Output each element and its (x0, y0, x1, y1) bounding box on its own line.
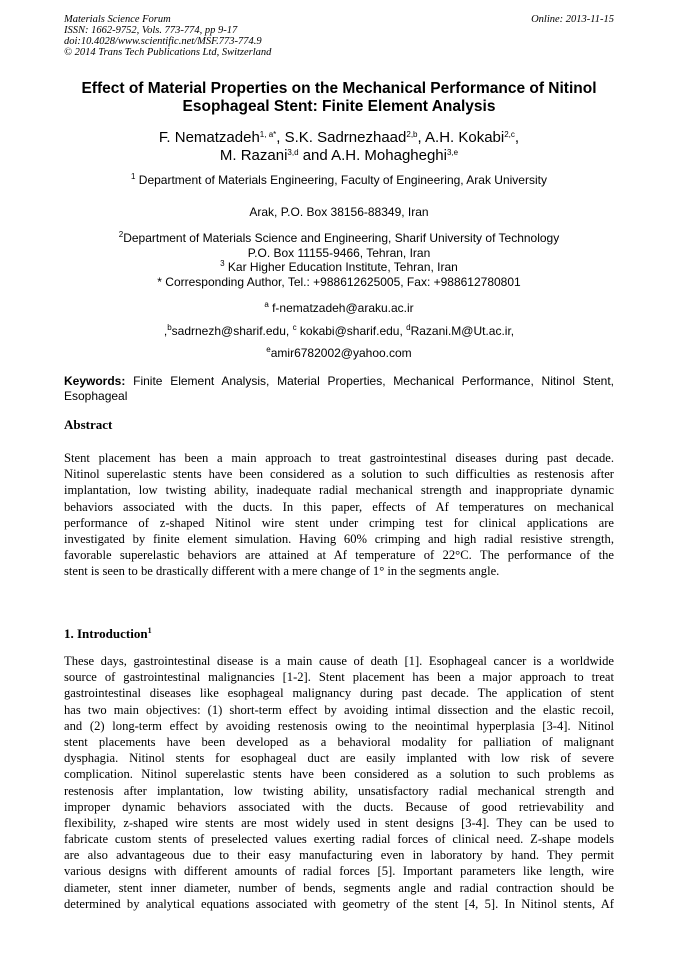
email-bcd (40, 324, 638, 339)
email-a (40, 301, 638, 316)
text-line: dysphagia. Nitinol stents for esophageal duct are easily implanted with low risk of severe (64, 751, 614, 766)
email-link[interactable]: amir6782002@yahoo.com (270, 346, 412, 360)
heading-text: 1. Introduction (64, 626, 148, 641)
email-sup: a (264, 300, 269, 309)
introduction-heading (64, 626, 152, 642)
issn: ISSN: 1662-9752, Vols. 773-774, pp 9-17 (64, 25, 238, 36)
text-line: has two main objectives: (1) short-term effect by avoiding intimal dissection and the elastic recoil, (64, 702, 614, 717)
copyright: © 2014 Trans Tech Publications Ltd, Switzerland (64, 47, 272, 58)
text-line: gastrointestinal diseases like esophageal malignancy during past decade. The application of stent (64, 686, 614, 701)
separator: and (298, 147, 332, 164)
text-line: behaviors associated with the ducts. In this paper, effects of Af temperatures on mechanical (64, 499, 614, 514)
text-line: source of gastrointestinal malignancies [1-2]. Stent placement has been a major approach to treat (64, 670, 614, 685)
text-line: implantation, low twisting ability, inadequate radial mechanical strength and inappropriate dynamic (64, 483, 614, 498)
author-sup: 2,b (406, 130, 418, 139)
text-line: diameter, stent inner diameter, number of bends, segments angle and radial contraction should be (64, 880, 614, 895)
email-link[interactable]: sadrnezh@sharif.edu, (171, 324, 293, 338)
journal-name: Materials Science Forum (64, 14, 171, 25)
author-name: S.K. Sadrnezhaad (284, 129, 407, 146)
affiliation-1-address: Arak, P.O. Box 38156-88349, Iran (249, 205, 429, 219)
email-link[interactable]: f-nematzadeh@araku.ac.ir (268, 301, 414, 315)
affiliation-1 (40, 173, 638, 188)
aff-text: Kar Higher Education Institute, Tehran, Iran (224, 260, 458, 274)
text-line: determined by analytical equations associated with geometry of the stent [4, 5]. In Nitinol stents, Af (64, 896, 614, 911)
email-e (40, 346, 638, 361)
author-sup: 3,d (287, 148, 299, 157)
abstract-heading: Abstract (64, 417, 113, 432)
corresponding-author: * Corresponding Author, Tel.: +988612625005, Fax: +988612780801 (157, 274, 521, 289)
email-sup: d (406, 323, 411, 332)
aff-sup: 3 (220, 259, 225, 268)
journal-header (64, 14, 271, 58)
text-line: restenosis after implantation, low twisting ability, unsatisfactory radial mechanical strength and (64, 783, 614, 798)
paper-title (40, 80, 638, 116)
doi: doi:10.4028/www.scientific.net/MSF.773-774.9 (64, 36, 262, 47)
text-line: favorable superelastic behaviors are attained at Af temperature of 22°C. The performance of the (64, 548, 614, 563)
text-line: Nitinol superelastic stents have been considered as a solution to such difficulties as restenosis after (64, 467, 614, 482)
footnote-mark: 1 (147, 626, 152, 635)
email-sup: b (167, 323, 172, 332)
author-list (40, 129, 638, 165)
separator: , (514, 129, 520, 146)
aff-text: Department of Materials Engineering, Faculty of Engineering, Arak University (135, 173, 547, 187)
text-line: performance of z-shaped Nitinol wire stent under crimping test for clinical applications are (64, 515, 614, 530)
email-link[interactable]: Razani.M@Ut.ac.ir, (410, 324, 515, 338)
keywords-text: Finite Element Analysis, Material Properties, Mechanical Performance, Nitinol Stent, Esophageal (64, 374, 614, 403)
online-date: Online: 2013-11-15 (531, 14, 614, 25)
text-line: improper dynamic behaviors associated with the ducts. Because of good retrievability and (64, 799, 614, 814)
affiliation-2-block (40, 231, 638, 289)
text-line: stent placements have been developed as a behavioral modality for palliation of malignant (64, 734, 614, 749)
author-sup: 2,c (504, 130, 515, 139)
email-link[interactable]: kokabi@sharif.edu, (296, 324, 407, 338)
keywords-label: Keywords: (64, 374, 126, 388)
title-line: Esophageal Stent: Finite Element Analysis (182, 98, 496, 115)
text-line: flexibility, z-shaped wire stents are most widely used in stent designs [3-4]. They can be used to (64, 815, 614, 830)
author-name: M. Razani (219, 147, 288, 164)
author-name: A.H. Kokabi (425, 129, 505, 146)
text-line: These days, gastrointestinal disease is a main cause of death [1]. Esophageal cancer is a worldwide (64, 654, 614, 668)
author-sup: 3,e (446, 148, 459, 157)
aff-sup: 2 (118, 230, 124, 239)
text-line: various designs with different amounts of radial forces [5]. Important parameters like length, wire (64, 864, 614, 879)
separator: , (163, 324, 168, 338)
corresponding-mark: * (273, 130, 277, 139)
keywords (64, 374, 614, 404)
affiliation-2-address: P.O. Box 11155-9466, Tehran, Iran (247, 245, 431, 260)
title-line: Effect of Material Properties on the Mechanical Performance of Nitinol (81, 80, 597, 97)
email-sup: e (266, 345, 271, 354)
author-name: F. Nematzadeh (158, 129, 260, 146)
author-name: A.H. Mohagheghi (331, 147, 447, 164)
aff-sup: 1 (131, 172, 136, 181)
text-line: and (2) long-term effect by avoiding restenosis owing to the neointimal hyperplasia [3-4]. Nitinol (64, 718, 614, 733)
separator: , (417, 129, 426, 146)
affiliation-3 (40, 260, 638, 275)
text-line: are also advantageous due to their easy manufacturing even in laboratory by hand. They permit (64, 848, 614, 863)
email-sup: c (292, 323, 297, 332)
author-sup: 1, a (259, 130, 274, 139)
text-line: complication. Nitinol superelastic stents have been considered as a solution to such problems as (64, 767, 614, 782)
text-line: investigated by finite element simulation. Having 60% crimping and high radial resistive strength, (64, 531, 614, 546)
text-line: stent is seen to be drastically different with a mere change of 1° in the segments angle. (64, 564, 500, 579)
introduction-body (64, 653, 614, 912)
text-line: Stent placement has been a main approach to treat gastrointestinal diseases during past decade. (64, 451, 614, 465)
aff-text: Department of Materials Science and Engineering, Sharif University of Technology (123, 231, 560, 245)
abstract-body (64, 450, 614, 580)
affiliation-2 (40, 231, 638, 246)
text-line: fabricate custom stents of preselected values exerting radial forces of clinical need. Z-shape models (64, 832, 614, 847)
separator: , (276, 129, 285, 146)
